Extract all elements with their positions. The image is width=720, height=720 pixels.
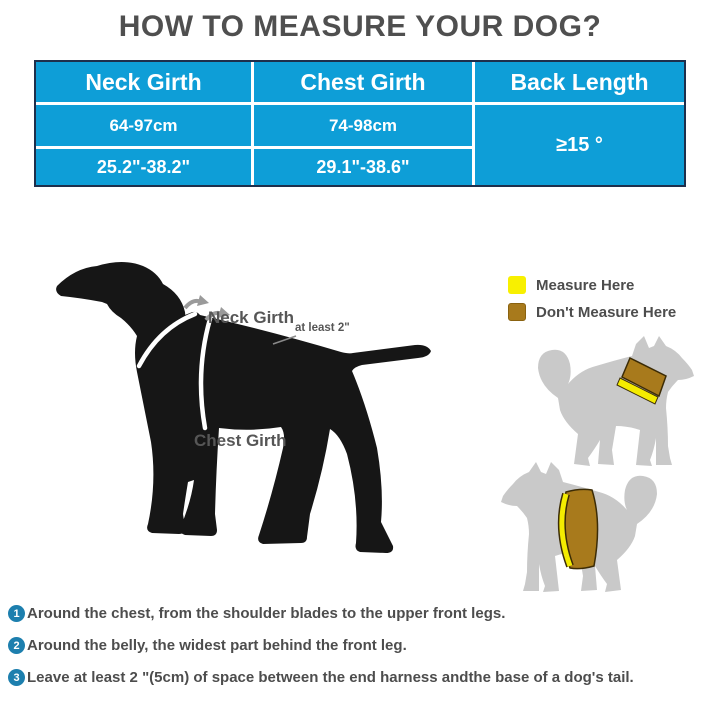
note-3-number-badge: 3	[8, 669, 25, 686]
note-1-text: Around the chest, from the shoulder blades to the upper front legs.	[27, 605, 506, 622]
gray-dog-a-silhouette	[538, 336, 694, 466]
measure-here-label: Measure Here	[536, 276, 635, 294]
legend	[508, 276, 676, 330]
table-cell-neck-inch: 25.2"-38.2"	[36, 149, 251, 185]
table-header-neck-girth: Neck Girth	[36, 62, 251, 102]
at-least-2-label: at least 2"	[295, 322, 350, 334]
table-header-back-length: Back Length	[475, 62, 684, 102]
neck-measure-dog-illustration	[528, 334, 703, 474]
dog-body-silhouette	[56, 262, 431, 553]
table-header-chest-girth: Chest Girth	[254, 62, 472, 102]
neck-strap-arrowhead-icon	[197, 295, 209, 306]
note-1-number-badge: 1	[8, 605, 25, 622]
table-cell-chest-cm: 74-98cm	[254, 105, 472, 146]
neck-girth-label: Neck Girth	[208, 308, 294, 327]
note-2-text: Around the belly, the widest part behind the front leg.	[27, 637, 407, 654]
table-cell-back-angle: ≥15 °	[475, 105, 684, 185]
table-cell-chest-inch: 29.1"-38.6"	[254, 149, 472, 185]
dont-measure-here-label: Don't Measure Here	[536, 303, 677, 321]
chest-measure-dog-illustration	[492, 460, 667, 600]
note-3-text: Leave at least 2 "(5cm) of space between the end harness andthe base of a dog's tail.	[27, 669, 634, 686]
note-row-1	[8, 604, 716, 623]
main-dog-silhouette-illustration	[45, 252, 465, 592]
legend-row-dont-measure	[508, 303, 676, 321]
page-title: HOW TO MEASURE YOUR DOG?	[118, 10, 602, 43]
note-row-2	[8, 636, 716, 655]
measuring-notes	[8, 604, 716, 700]
size-table	[34, 60, 686, 187]
table-cell-neck-cm: 64-97cm	[36, 105, 251, 146]
dont-measure-here-swatch-icon	[508, 303, 526, 321]
chest-girth-label: Chest Girth	[194, 431, 287, 450]
note-2-number-badge: 2	[8, 637, 25, 654]
note-row-3	[8, 668, 716, 687]
legend-row-measure	[508, 276, 676, 294]
measure-here-swatch-icon	[508, 276, 526, 294]
